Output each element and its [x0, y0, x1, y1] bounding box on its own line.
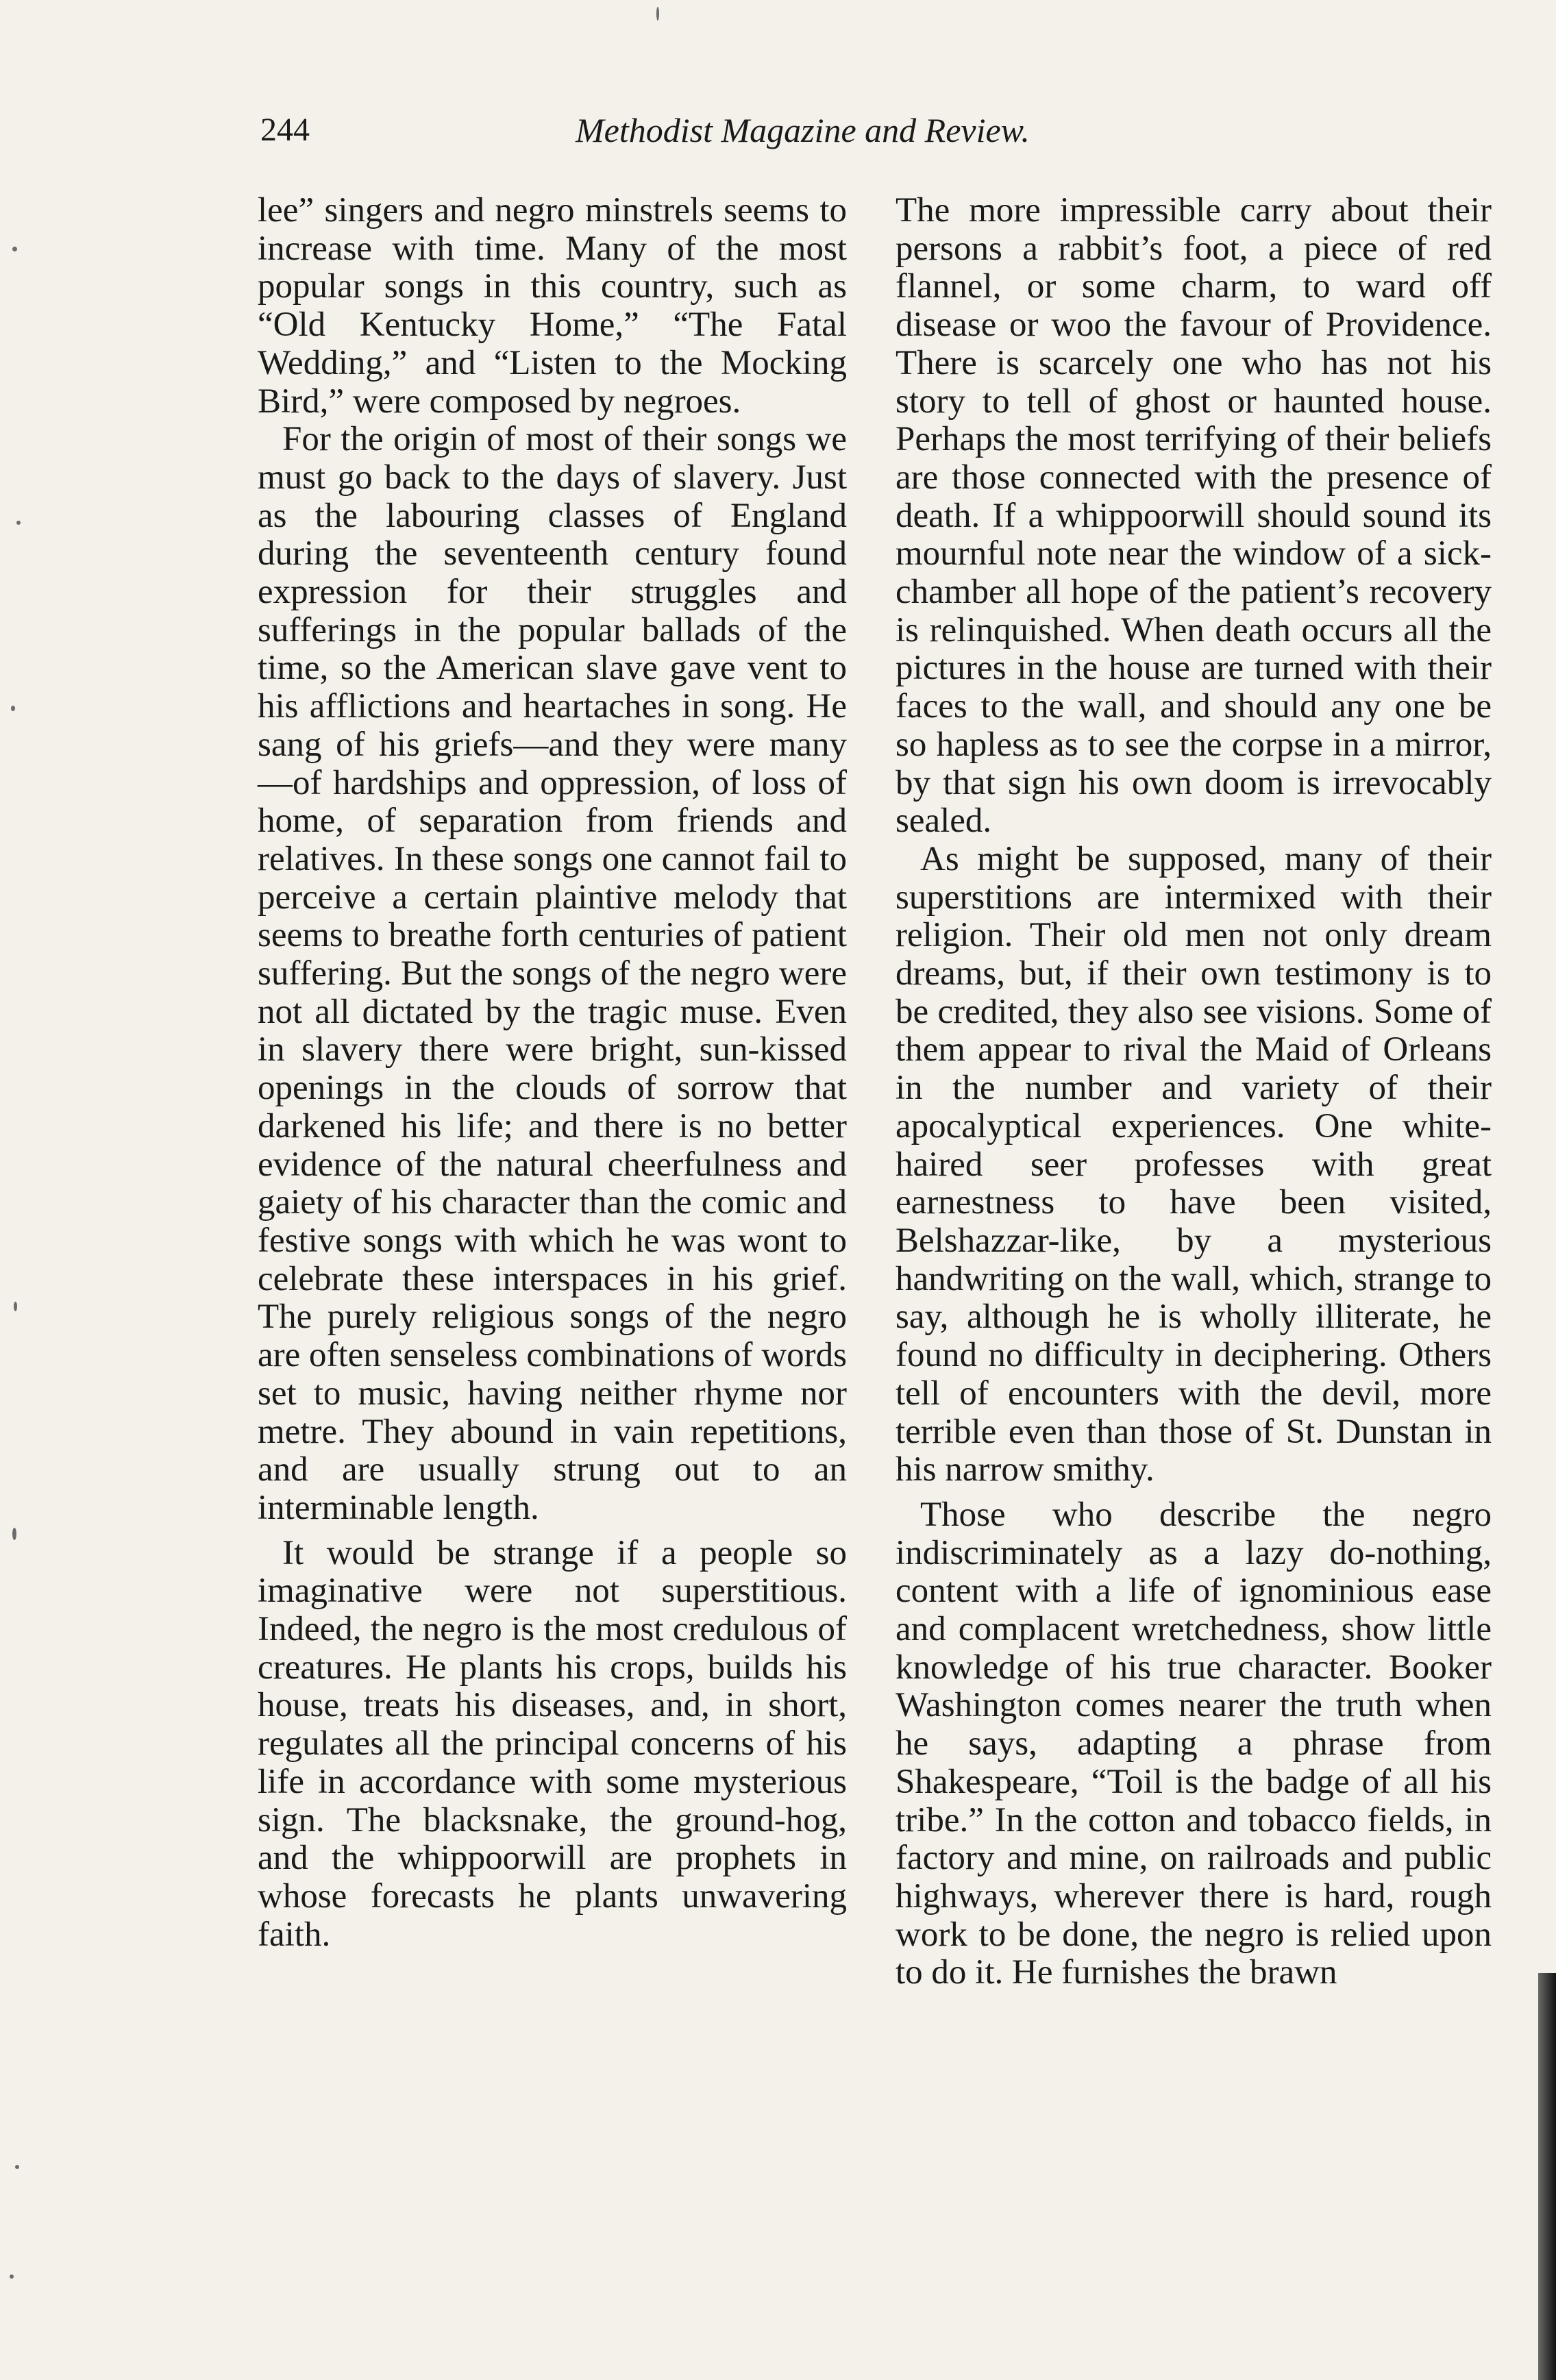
edge-speck [16, 521, 21, 525]
left-column [258, 192, 847, 1954]
paragraph: As might be supposed, many of their superstitions are intermixed with their religion. Their old men not only dream dreams, but, if their own testimony is to be credited, they also see visions. Some of them appear to rival the Maid of Orleans in the number and variety of their apocalyptical experiences. One white-haired seer professes with great earnestness to have been visited, Belshazzar-like, by a mysterious handwriting on the wall, which, strange to say, although he is wholly illiterate, he found no difficulty in deciphering. Others tell of encounters with the devil, more terrible even than those of St. Dunstan in his narrow smithy. [896, 839, 1492, 1489]
paragraph: lee” singers and negro minstrels seems to increase with time. Many of the most popular songs in this country, such as “Old Kentucky Home,” “The Fatal Wedding,” and “Listen to the Mocking Bird,” were composed by negroes. [258, 191, 847, 421]
right-column [896, 192, 1492, 1992]
paragraph: For the origin of most of their songs we must go back to the days of slavery. Just as the labouring classes of England during the seventeenth century found expression for their struggles and sufferings in the popular ballads of the time, so the American slave gave vent to his afflictions and heartaches in song. He sang of his griefs—and they were many—of hardships and oppression, of loss of home, of separation from friends and relatives. In these songs one cannot fail to perceive a certain plaintive melody that seems to breathe forth centuries of patient suffering. But the songs of the negro were not all dictated by the tragic muse. Even in slavery there were bright, sun-kissed openings in the clouds of sorrow that darkened his life; and there is no better evidence of the natural cheerfulness and gaiety of his character than the comic and festive songs with which he was wont to celebrate these interspaces in his grief. The purely religious songs of the negro are often senseless combinations of words set to music, having neither rhyme nor metre. They abound in vain repetitions, and are usually strung out to an interminable length. [258, 420, 847, 1527]
edge-speck [11, 706, 15, 711]
edge-speck [656, 7, 659, 21]
edge-speck [10, 2274, 14, 2279]
paragraph: The more impressible carry about their persons a rabbit’s foot, a piece of red flannel, or some charm, to ward off disease or woo the favour of Providence. There is scarcely one who has not his story to tell of ghost or haunted house. Perhaps the most terrifying of their beliefs are those connected with the presence of death. If a whippoorwill should sound its mournful note near the window of a sick-chamber all hope of the patient’s recovery is relinquished. When death occurs all the pictures in the house are turned with their faces to the wall, and should any one be so hapless as to see the corpse in a mirror, by that sign his own doom is irrevocably sealed. [896, 191, 1492, 841]
edge-speck [12, 1528, 16, 1540]
paragraph: Those who describe the negro indiscriminately as a lazy do-nothing, content with a life of ignominious ease and complacent wretchedness, show little knowledge of his true character. Booker Washington comes nearer the truth when he says, adapting a phrase from Shakespeare, “Toil is the badge of all his tribe.” In the cotton and tobacco fields, in factory and mine, on railroads and public highways, wherever there is hard, rough work to be done, the negro is relied upon to do it. He furnishes the brawn [896, 1495, 1492, 1992]
edge-speck [15, 2165, 19, 2169]
paragraph: It would be strange if a people so imaginative were not superstitious. Indeed, the negro is the most credulous of creatures. He plants his crops, builds his house, treats his diseases, and, in short, regulates all the principal concerns of his life in accordance with some mysterious sign. The blacksnake, the ground-hog, and the whippoorwill are prophets in whose forecasts he plants unwavering faith. [258, 1533, 847, 1954]
edge-speck [14, 1302, 17, 1311]
binding-shadow [1538, 1973, 1556, 2380]
running-title: Methodist Magazine and Review. [576, 111, 1030, 149]
page-number: 244 [260, 112, 310, 148]
edge-speck [12, 247, 17, 251]
